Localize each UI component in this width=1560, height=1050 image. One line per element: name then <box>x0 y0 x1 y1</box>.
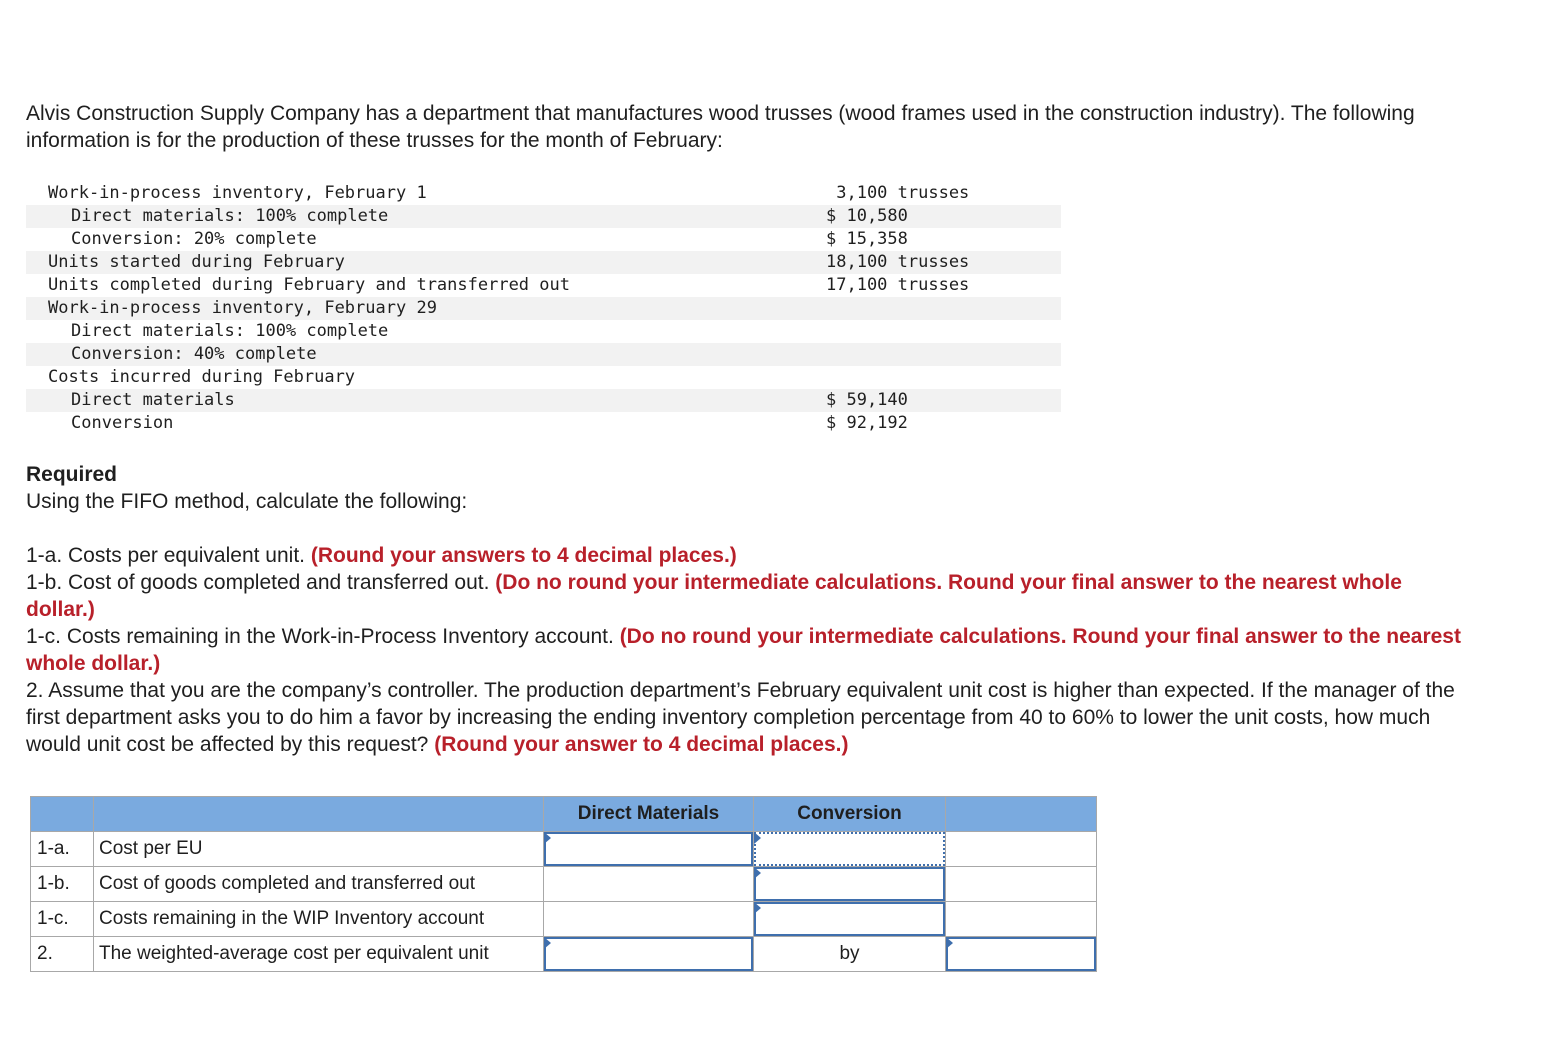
required-subheading: Using the FIFO method, calculate the following: <box>26 490 468 513</box>
answer-table <box>30 796 1097 972</box>
input-marker-icon <box>754 867 761 879</box>
data-row-value: $ 10,580 <box>826 206 908 226</box>
data-row-label: Direct materials <box>71 390 235 410</box>
data-row-label: Units completed during February and transferred out <box>48 275 570 295</box>
data-row <box>26 320 1061 343</box>
required-heading: Required <box>26 463 118 486</box>
data-row-label: Costs incurred during February <box>48 367 356 387</box>
data-row <box>26 297 1061 320</box>
header-blank <box>94 797 544 832</box>
production-data-table <box>26 182 1061 435</box>
header-blank <box>31 797 94 832</box>
cost-transferred-out-input[interactable] <box>754 867 946 902</box>
rounding-note: (Round your answers to 4 decimal places.) <box>310 544 737 567</box>
data-row-value: 3,100 trusses <box>826 183 970 203</box>
empty-cell <box>946 832 1097 867</box>
data-row <box>26 412 1061 435</box>
header-direct-materials: Direct Materials <box>544 797 754 832</box>
input-marker-icon <box>544 937 551 949</box>
empty-cell <box>946 867 1097 902</box>
data-row-value: $ 92,192 <box>826 413 908 433</box>
requirement-1b: 1-b. Cost of goods completed and transferred out. (Do no round your intermediate calculations. Round your final answer to the nearest whole dollar.) <box>26 571 1402 621</box>
requirement-2: 2. Assume that you are the company’s controller. The production department’s February equivalent unit cost is higher than expected. If the manager of the first department asks you to do him a favor by increasing the ending inventory completion percentage from 40 to 60% to lower the unit costs, how much would unit cost be affected by this request? (Round your answer to 4 decimal places.) <box>26 679 1455 756</box>
data-row-label: Units started during February <box>48 252 345 272</box>
cost-per-eu-conversion-input[interactable] <box>754 832 946 867</box>
costs-remaining-wip-input[interactable] <box>754 902 946 937</box>
requirements-list <box>26 542 1466 758</box>
row-label: The weighted-average cost per equivalent unit <box>94 937 544 972</box>
data-row <box>26 205 1061 228</box>
data-row-label: Work-in-process inventory, February 29 <box>48 298 437 318</box>
data-row <box>26 343 1061 366</box>
data-row-value: 17,100 trusses <box>826 275 970 295</box>
input-marker-icon <box>946 937 953 949</box>
input-marker-icon <box>754 832 761 844</box>
row-label: Cost per EU <box>94 832 544 867</box>
data-row-label: Conversion <box>71 413 174 433</box>
header-blank <box>946 797 1097 832</box>
data-row <box>26 251 1061 274</box>
data-row-label: Conversion: 20% complete <box>71 229 317 249</box>
rounding-note: (Round your answer to 4 decimal places.) <box>434 733 849 756</box>
by-label: by <box>754 937 946 972</box>
data-row-value: $ 59,140 <box>826 390 908 410</box>
empty-cell <box>946 902 1097 937</box>
data-row <box>26 182 1061 205</box>
data-row <box>26 389 1061 412</box>
data-row <box>26 274 1061 297</box>
empty-cell <box>544 867 754 902</box>
data-row <box>26 366 1061 389</box>
required-section <box>26 461 467 515</box>
row-number: 2. <box>31 937 94 972</box>
data-row-value: $ 15,358 <box>826 229 908 249</box>
answer-row-1b <box>31 867 1097 902</box>
rounding-note: (Do no round your intermediate calculations. Round your final answer to the nearest whole dollar.) <box>26 625 1461 675</box>
requirement-1c: 1-c. Costs remaining in the Work-in-Process Inventory account. (Do no round your intermediate calculations. Round your final answer to the nearest whole dollar.) <box>26 625 1461 675</box>
answer-row-1a <box>31 832 1097 867</box>
data-row-label: Conversion: 40% complete <box>71 344 317 364</box>
data-row-value: 18,100 trusses <box>826 252 970 272</box>
rounding-note: (Do no round your intermediate calculations. Round your final answer to the nearest whole dollar.) <box>26 571 1402 621</box>
input-marker-icon <box>754 902 761 914</box>
row-number: 1-a. <box>31 832 94 867</box>
requirement-1a: 1-a. Costs per equivalent unit. (Round your answers to 4 decimal places.) <box>26 544 737 567</box>
intro-paragraph: Alvis Construction Supply Company has a department that manufactures wood trusses (wood frames used in the construction industry). The following information is for the production of these trusses for the month of February: <box>26 102 1415 152</box>
cost-per-eu-dm-input[interactable] <box>544 832 754 867</box>
row-label: Cost of goods completed and transferred out <box>94 867 544 902</box>
data-row-label: Direct materials: 100% complete <box>71 321 389 341</box>
data-row-label: Direct materials: 100% complete <box>71 206 389 226</box>
header-conversion: Conversion <box>754 797 946 832</box>
row-number: 1-b. <box>31 867 94 902</box>
input-marker-icon <box>544 832 551 844</box>
answer-row-1c <box>31 902 1097 937</box>
data-row <box>26 228 1061 251</box>
weighted-average-cost-input[interactable] <box>544 937 754 972</box>
row-label: Costs remaining in the WIP Inventory account <box>94 902 544 937</box>
answer-row-2 <box>31 937 1097 972</box>
data-row-label: Work-in-process inventory, February 1 <box>48 183 427 203</box>
empty-cell <box>544 902 754 937</box>
change-amount-input[interactable] <box>946 937 1097 972</box>
row-number: 1-c. <box>31 902 94 937</box>
answer-table-header <box>31 797 1097 832</box>
